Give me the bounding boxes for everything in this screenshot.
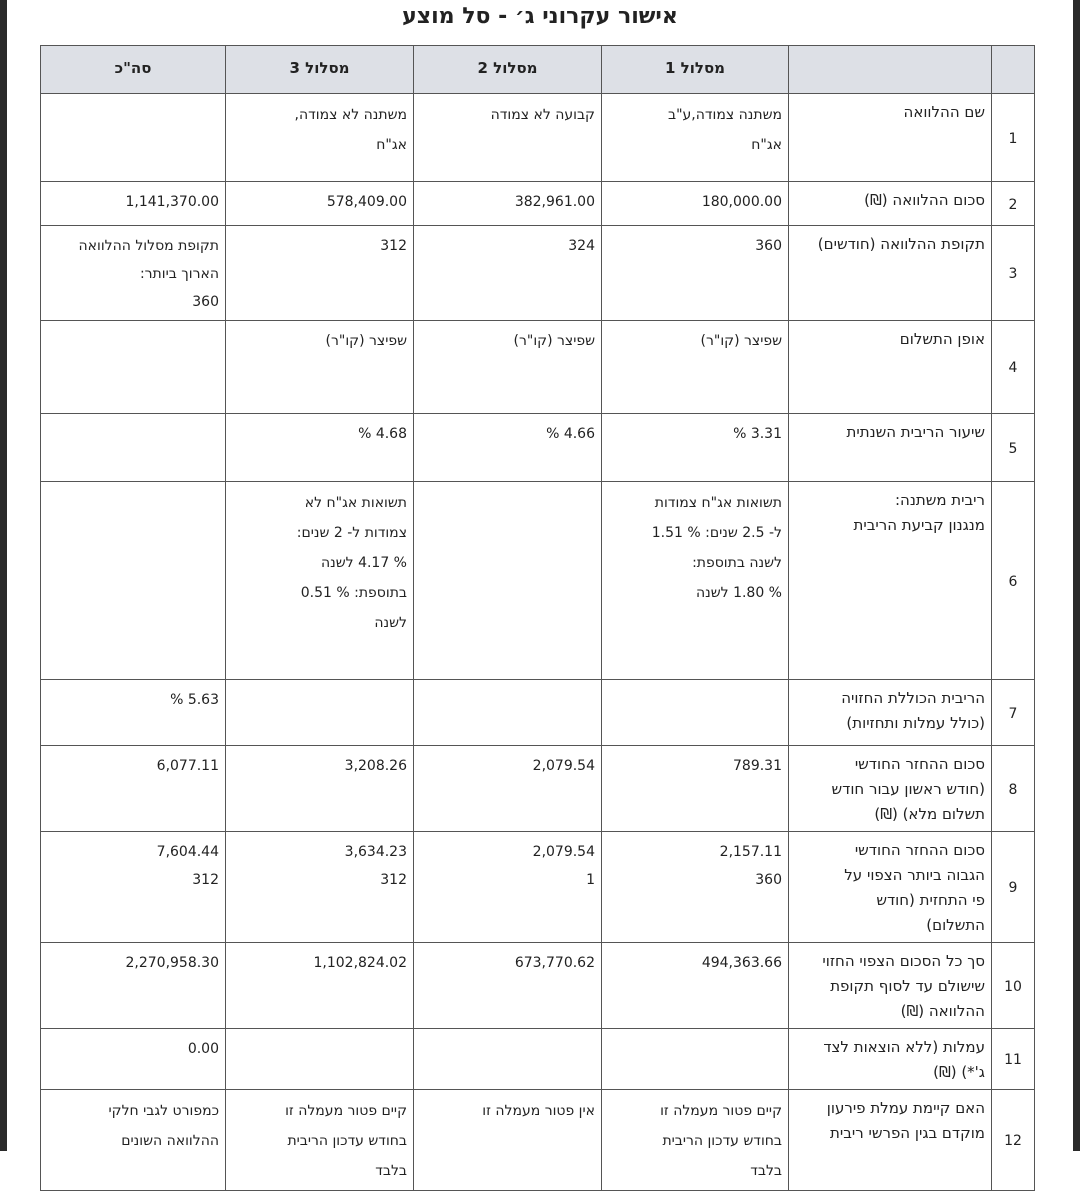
- row-number: 1: [992, 94, 1035, 182]
- total-cell: [41, 226, 226, 321]
- table-row-2: [41, 182, 1035, 226]
- row-number: 12: [992, 1090, 1035, 1191]
- cell-line: הארוך ביותר:: [139, 266, 219, 282]
- row-label: [789, 943, 992, 1029]
- row-label-line: עמלות (ללא הוצאות לצד: [823, 1038, 985, 1056]
- track-2-cell: [414, 414, 602, 482]
- cell-line: אין פטור מעמלה זו: [482, 1103, 595, 1119]
- track-2-cell: [414, 746, 602, 832]
- row-label-line: הגבוה ביותר הצפוי על: [844, 866, 985, 884]
- cell-line: 324: [568, 238, 595, 254]
- row-label: [789, 680, 992, 746]
- header-total: סה"כ: [41, 46, 226, 94]
- row-label: [789, 321, 992, 414]
- loan-table: [40, 45, 1035, 1191]
- row-number: 11: [992, 1029, 1035, 1090]
- table-row-8: [41, 746, 1035, 832]
- row-label-line: שיעור הריבית השנתית: [846, 423, 985, 441]
- track-3-cell: [226, 943, 414, 1029]
- track-2-cell: [414, 94, 602, 182]
- track-1-cell: [602, 414, 789, 482]
- row-label: [789, 182, 992, 226]
- cell-line: 2,157.11: [719, 844, 782, 860]
- row-number: 4: [992, 321, 1035, 414]
- track-2-cell: [414, 943, 602, 1029]
- track-1-cell: [602, 1090, 789, 1191]
- cell-line: 673,770.62: [514, 955, 595, 971]
- total-cell: [41, 321, 226, 414]
- row-label-line: סכום ההלוואה (₪): [864, 191, 985, 209]
- cell-line: בחודש עדכון הריבית: [287, 1133, 407, 1149]
- row-label-line: פי התחזית (חודש: [876, 891, 985, 909]
- table-row-5: [41, 414, 1035, 482]
- header-row-number: [992, 46, 1035, 94]
- track-3-cell: [226, 414, 414, 482]
- row-number: 8: [992, 746, 1035, 832]
- cell-line: 4.68 %: [358, 426, 407, 442]
- total-cell: [41, 182, 226, 226]
- row-label-line: שם ההלוואה: [903, 103, 985, 121]
- row-number: 9: [992, 832, 1035, 943]
- cell-line: 2,079.54: [532, 844, 595, 860]
- row-label: [789, 1090, 992, 1191]
- track-1-cell: [602, 482, 789, 680]
- track-3-cell: [226, 832, 414, 943]
- table-row-7: [41, 680, 1035, 746]
- total-cell: [41, 832, 226, 943]
- row-label-line: מנגנון קביעת הריבית: [853, 516, 985, 534]
- cell-line: לשנה: [374, 615, 407, 631]
- track-2-cell: [414, 482, 602, 680]
- page-title: אישור עקרוני ג׳ - סל מוצע: [402, 4, 678, 29]
- cell-line: 3,208.26: [344, 758, 407, 774]
- cell-line: משתנה צמודה,ע"ב: [668, 107, 782, 123]
- row-label-line: סכום ההחזר החודשי: [854, 755, 985, 773]
- cell-line: 6,077.11: [156, 758, 219, 774]
- track-2-cell: [414, 321, 602, 414]
- cell-line: % 4.17 לשנה: [320, 555, 407, 571]
- row-number: 10: [992, 943, 1035, 1029]
- row-label-line: התשלום): [926, 916, 985, 934]
- row-number: 5: [992, 414, 1035, 482]
- table-row-6: [41, 482, 1035, 680]
- track-2-cell: [414, 182, 602, 226]
- cell-line: שפיצר (קו"ר): [325, 333, 407, 349]
- row-label-line: ההלוואה (₪): [900, 1002, 985, 1020]
- cell-line: קיים פטור מעמלה זו: [660, 1103, 782, 1119]
- track-3-cell: [226, 1029, 414, 1090]
- track-3-cell: [226, 182, 414, 226]
- track-1-cell: [602, 746, 789, 832]
- cell-line: בתוספת: % 0.51: [300, 585, 407, 601]
- cell-line: תשואות אג"ח לא: [304, 495, 407, 511]
- track-3-cell: [226, 482, 414, 680]
- track-3-cell: [226, 226, 414, 321]
- row-label-line: האם קיימת עמלת פירעון: [826, 1099, 985, 1117]
- track-2-cell: [414, 680, 602, 746]
- header-track-2: מסלול 2: [414, 46, 602, 94]
- row-number: 2: [992, 182, 1035, 226]
- table-row-1: [41, 94, 1035, 182]
- header-track-1: מסלול 1: [602, 46, 789, 94]
- cell-line: תשואות אג"ח צמודות: [654, 495, 782, 511]
- cell-line: צמודות ל- 2 שנים:: [296, 525, 407, 541]
- row-label: [789, 482, 992, 680]
- row-label: [789, 94, 992, 182]
- cell-line: לשנה בתוספת:: [692, 555, 782, 571]
- total-cell: [41, 1090, 226, 1191]
- row-label-line: אופן התשלום: [899, 330, 985, 348]
- cell-line: 578,409.00: [326, 194, 407, 210]
- photo-edge-right: [1073, 0, 1080, 1151]
- table-row-9: [41, 832, 1035, 943]
- cell-line: קיים פטור מעמלה זו: [285, 1103, 407, 1119]
- row-label-line: ג'*) (₪): [933, 1063, 985, 1081]
- cell-line: 5.63 %: [170, 692, 219, 708]
- cell-line: 312: [380, 872, 407, 888]
- cell-line: 360: [755, 238, 782, 254]
- header-row: [41, 46, 1035, 94]
- header-label: [789, 46, 992, 94]
- cell-line: בחודש עדכון הריבית: [662, 1133, 782, 1149]
- cell-line: 0.00: [187, 1041, 219, 1057]
- track-1-cell: [602, 1029, 789, 1090]
- row-label-line: (חודש ראשון עבור חודש: [831, 780, 985, 798]
- track-3-cell: [226, 680, 414, 746]
- track-1-cell: [602, 321, 789, 414]
- cell-line: 1,102,824.02: [313, 955, 407, 971]
- track-2-cell: [414, 1090, 602, 1191]
- row-label-line: (כולל עמלות ותחזיות): [846, 714, 985, 732]
- row-number: 3: [992, 226, 1035, 321]
- row-label-line: הריבית הכוללת החזויה: [841, 689, 985, 707]
- cell-line: 312: [380, 238, 407, 254]
- cell-line: 360: [755, 872, 782, 888]
- cell-line: שפיצר (קו"ר): [700, 333, 782, 349]
- cell-line: אג"ח: [376, 137, 407, 153]
- track-1-cell: [602, 943, 789, 1029]
- row-number: 6: [992, 482, 1035, 680]
- track-3-cell: [226, 746, 414, 832]
- track-1-cell: [602, 832, 789, 943]
- row-label: [789, 414, 992, 482]
- row-label: [789, 226, 992, 321]
- track-3-cell: [226, 1090, 414, 1191]
- cell-line: 789.31: [733, 758, 782, 774]
- row-label-line: ריבית משתנה:: [894, 491, 985, 509]
- cell-line: ל- 2.5 שנים: % 1.51: [651, 525, 782, 541]
- track-1-cell: [602, 182, 789, 226]
- track-2-cell: [414, 226, 602, 321]
- row-label: [789, 1029, 992, 1090]
- cell-line: 2,270,958.30: [125, 955, 219, 971]
- photo-edge-left: [0, 0, 7, 1151]
- cell-line: 3,634.23: [344, 844, 407, 860]
- cell-line: אג"ח: [751, 137, 782, 153]
- cell-line: שפיצר (קו"ר): [513, 333, 595, 349]
- cell-line: בלבד: [750, 1163, 782, 1179]
- cell-line: 180,000.00: [701, 194, 782, 210]
- cell-line: 1,141,370.00: [125, 194, 219, 210]
- total-cell: [41, 482, 226, 680]
- cell-line: % 1.80 לשנה: [695, 585, 782, 601]
- cell-line: 360: [192, 294, 219, 310]
- total-cell: [41, 414, 226, 482]
- total-cell: [41, 746, 226, 832]
- table-row-10: [41, 943, 1035, 1029]
- row-label-line: שישולם עד לסוף תקופת: [830, 977, 985, 995]
- cell-line: 7,604.44: [156, 844, 219, 860]
- row-number: 7: [992, 680, 1035, 746]
- cell-line: 1: [586, 872, 595, 888]
- table-row-4: [41, 321, 1035, 414]
- row-label-line: מוקדם בגין הפרשי ריבית: [830, 1124, 985, 1142]
- cell-line: 4.66 %: [546, 426, 595, 442]
- row-label: [789, 746, 992, 832]
- total-cell: [41, 943, 226, 1029]
- cell-line: משתנה לא צמודה,: [294, 107, 407, 123]
- track-3-cell: [226, 321, 414, 414]
- total-cell: [41, 94, 226, 182]
- track-1-cell: [602, 226, 789, 321]
- row-label-line: תשלום מלא) (₪): [874, 805, 985, 823]
- row-label-line: סכום ההחזר החודשי: [854, 841, 985, 859]
- table-row-11: [41, 1029, 1035, 1090]
- track-1-cell: [602, 680, 789, 746]
- track-2-cell: [414, 832, 602, 943]
- cell-line: בלבד: [375, 1163, 407, 1179]
- cell-line: ההלוואה השונים: [121, 1133, 219, 1149]
- total-cell: [41, 1029, 226, 1090]
- row-label: [789, 832, 992, 943]
- cell-line: כמפורט לגבי חלקי: [108, 1103, 219, 1119]
- row-label-line: תקופת ההלוואה (חודשים): [817, 235, 985, 253]
- table-row-3: [41, 226, 1035, 321]
- track-2-cell: [414, 1029, 602, 1090]
- cell-line: קבועה לא צמודה: [490, 107, 595, 123]
- table-row-12: [41, 1090, 1035, 1191]
- track-1-cell: [602, 94, 789, 182]
- cell-line: 2,079.54: [532, 758, 595, 774]
- total-cell: [41, 680, 226, 746]
- header-track-3: מסלול 3: [226, 46, 414, 94]
- track-3-cell: [226, 94, 414, 182]
- cell-line: 382,961.00: [514, 194, 595, 210]
- row-label-line: סך כל הסכום הצפוי החזוי: [822, 952, 985, 970]
- cell-line: 3.31 %: [733, 426, 782, 442]
- cell-line: 494,363.66: [701, 955, 782, 971]
- cell-line: 312: [192, 872, 219, 888]
- cell-line: תקופת מסלול ההלוואה: [78, 238, 219, 254]
